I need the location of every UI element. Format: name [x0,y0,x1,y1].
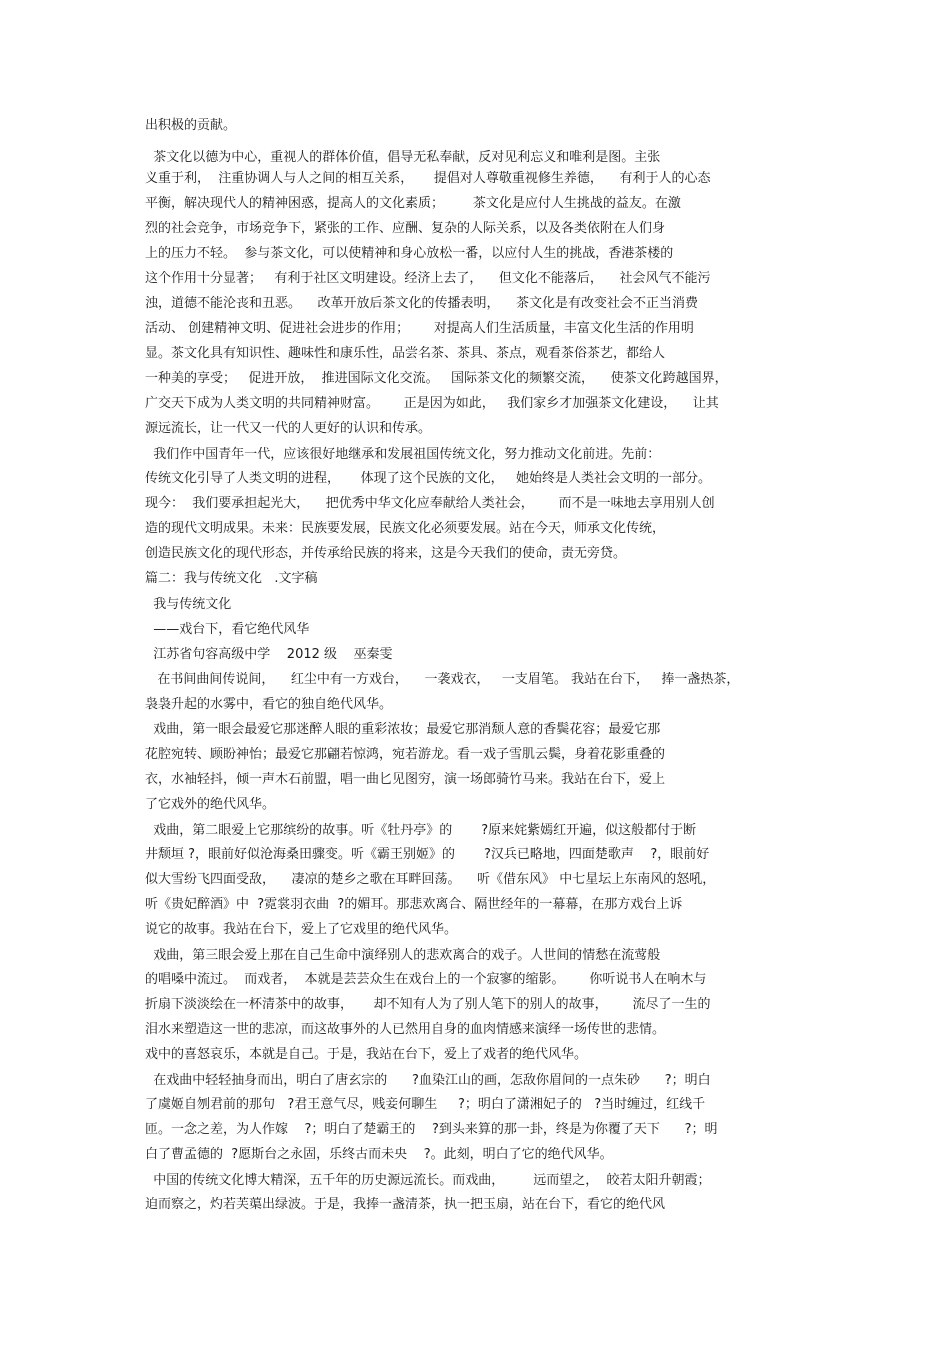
text-line: 创造民族文化的现代形态，并传承给民族的将来，这是今天我们的使命，责无旁贷。 [145,546,627,561]
text-line: 戏曲，第二眼爱上它那缤纷的故事。听《牡丹亭》的 ?原来姹紫嫣红开遍，似这般都付于断 [145,823,697,838]
text-line: 了虞姬自刎君前的那句 ?君王意气尽，贱妾何聊生 ?；明白了潇湘妃子的 ?当时缠过，红线千 [145,1097,706,1112]
text-line: 茶文化以德为中心，重视人的群体价值，倡导无私奉献，反对见利忘义和唯利是图。主张 [145,150,661,165]
text-line: 我们作中国青年一代，应该很好地继承和发展祖国传统文化，努力推动文化前进。先前： [145,447,661,462]
text-line: 说它的故事。我站在台下，爱上了它戏里的绝代风华。 [145,922,458,937]
text-line: 了它戏外的绝代风华。 [145,797,276,812]
text-line: 戏曲，第一眼会最爱它那迷醉人眼的重彩浓妆；最爱它那消颓人意的香鬓花容；最爱它那 [145,722,661,737]
text-line: 花腔宛转、顾盼神怡；最爱它那翩若惊鸿，宛若游龙。看一戏子雪肌云鬓，身着花影重叠的 [145,747,666,762]
text-line: 井颓垣 ?，眼前好似沧海桑田骤变。听《霸王别姬》的 ?汉兵已略地，四面楚歌声 ?，眼前好 [145,847,710,862]
text-line: 我与传统文化 [145,597,232,612]
text-line: 源远流长，让一代又一代的人更好的认识和传承。 [145,421,432,436]
text-line: 江苏省句容高级中学 2012 级 巫秦雯 [145,647,393,662]
text-line: 中国的传统文化博大精深，五千年的历史源远流长。而戏曲， 远而望之， 皎若太阳升朝霞； [145,1173,711,1188]
text-line: 烈的社会竞争，市场竞争下，紧张的工作、应酬、复杂的人际关系，以及各类依附在人们身 [145,221,666,236]
text-line: 一种美的享受； 促进开放， 推进国际文化交流。 国际茶文化的频繁交流， 使茶文化跨越国界， [145,371,728,386]
text-line: 这个作用十分显著； 有利于社区文明建设。经济上去了， 但文化不能落后， 社会风气不能污 [145,271,711,286]
text-line: 匝。一念之差，为人作嫁 ?；明白了楚霸王的 ?到头来算的那一卦，终是为你覆了天下 ?；明 [145,1122,718,1137]
text-line: 传统文化引导了人类文明的进程， 体现了这个民族的文化， 她始终是人类社会文明的一部分。 [145,471,712,486]
text-line: 听《贵妃醉酒》中 ?霓裳羽衣曲 ?的媚耳。那悲欢离合、隔世经年的一幕幕，在那方戏台上诉 [145,897,683,912]
text-line: 平衡，解决现代人的精神困惑，提高人的文化素质； 茶文化是应付人生挑战的益友。在激 [145,196,681,211]
text-line: 在戏曲中轻轻抽身而出，明白了唐玄宗的 ?血染江山的画，怎敌你眉间的一点朱砂 ?；明白 [145,1073,711,1088]
text-line: 活动、 创建精神文明、促进社会进步的作用； 对提高人们生活质量，丰富文化生活的作用明 [145,321,694,336]
text-line: 的唱嗓中流过。 而戏者， 本就是芸芸众生在戏台上的一个寂寥的缩影。 你听说书人在响木与 [145,972,707,987]
text-line: 袅袅升起的水雾中，看它的独自绝代风华。 [145,697,393,712]
text-line: 似大雪纷飞四面受敌， 凄凉的楚乡之歌在耳畔回荡。 听《借东风》 中七星坛上东南风的怒吼， [145,872,716,887]
text-line: 衣，水袖轻抖，倾一声木石前盟，唱一曲匕见图穷，演一场郎骑竹马来。我站在台下，爱上 [145,772,666,787]
text-line: 上的压力不轻。 参与茶文化，可以使精神和身心放松一番，以应付人生的挑战，香港茶楼的 [145,246,674,261]
text-line: 折扇下淡淡绘在一杯清茶中的故事， 却不知有人为了别人笔下的别人的故事， 流尽了一生的 [145,997,711,1012]
text-line: 在书间曲间传说间， 红尘中有一方戏台， 一袭戏衣， 一支眉笔。 我站在台下， 捧一盏热茶， [145,672,740,687]
text-line: 泪水来塑造这一世的悲凉，而这故事外的人已然用自身的血肉情感来演绎一场传世的悲情。 [145,1022,666,1037]
text-line: 戏中的喜怒哀乐，本就是自己。于是，我站在台下，爱上了戏者的绝代风华。 [145,1047,588,1062]
text-line: 义重于利， 注重协调人与人之间的相互关系， 提倡对人尊敬重视修生养德， 有利于人的心态 [145,171,711,186]
text-line: 造的现代文明成果。未来：民族要发展，民族文化必须要发展。站在今天，师承文化传统， [145,521,666,536]
text-line: 戏曲，第三眼会爱上那在自己生命中演绎别人的悲欢离合的戏子。人世间的情愁在流莺般 [145,948,661,963]
text-line: 迫而察之，灼若芙蕖出绿波。于是，我捧一盏清茶，执一把玉扇，站在台下，看它的绝代风 [145,1197,666,1212]
text-line: 白了曹孟德的 ?愿斯台之永固，乐终古而未央 ?。此刻，明白了它的绝代风华。 [145,1147,613,1162]
text-line: 篇二：我与传统文化 .文字稿 [145,571,318,586]
text-line: 现今： 我们要承担起光大， 把优秀中华文化应奉献给人类社会， 而不是一味地去享用别人创 [145,496,715,511]
text-line: 浊，道德不能沦丧和丑恶。 改革开放后茶文化的传播表明， 茶文化是有改变社会不正当消费 [145,296,699,311]
text-line: ——戏台下，看它绝代风华 [145,622,310,637]
text-line: 出积极的贡献。 [145,118,237,133]
text-line: 显。茶文化具有知识性、趣味性和康乐性，品尝名茶、茶具、茶点，观看茶俗茶艺，都给人 [145,346,666,361]
text-line: 广交天下成为人类文明的共同精神财富。 正是因为如此， 我们家乡才加强茶文化建设， 让其 [145,396,719,411]
